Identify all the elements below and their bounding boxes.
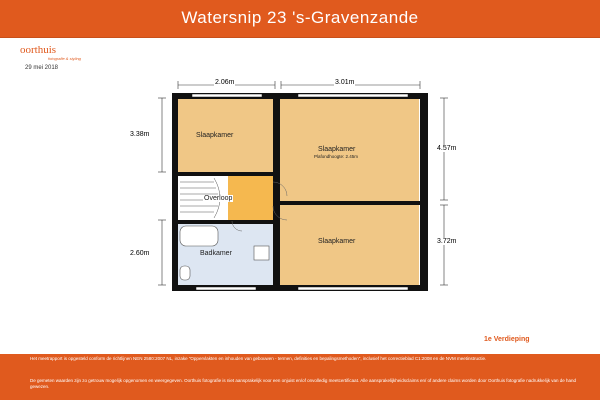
logo-tagline: fotografie & styling — [48, 56, 81, 61]
room-label-bedroom-right-lower: Slaapkamer — [318, 238, 356, 245]
dimension-top-right: 3.01m — [335, 79, 355, 86]
footer-disclaimer-1: Het meetrapport is opgesteld conform de richtlijnen NEN 2580:2007 NL, inzake "Oppervlakten en inhouden van gebouwen - termen, definities en bepalingsmethoden", inclusief het correctieblad C1:2008 en de NVM meetinstructie. — [30, 356, 487, 361]
page-title: Watersnip 23 's-Gravenzande — [181, 8, 419, 27]
room-landing — [228, 176, 273, 221]
footer-disclaimer-2: De gemeten waarden zijn zo getrouw mogelijk opgenomen en weergegeven. Oorthuis fotografie is niet aansprakelijk voor een onjuist en/of onvolledig meetcertificaat. Alle aansprakelijkheidsclaims en/ of andere claims worden door Oorthuis fotografie nadrukkelijk van de hand gewezen. — [30, 378, 577, 389]
dimension-right-upper: 4.57m — [437, 145, 457, 152]
room-label-bedroom-right-upper: Slaapkamer — [318, 146, 356, 153]
dimension-left-upper: 3.38m — [130, 131, 150, 138]
report-date: 29 mei 2018 — [25, 65, 59, 71]
room-label-bathroom: Badkamer — [200, 250, 232, 257]
dimension-top-left: 2.06m — [215, 79, 235, 86]
dimension-left-lower: 2.60m — [130, 250, 150, 257]
bathtub-icon — [180, 226, 218, 246]
room-label-bedroom-left: Slaapkamer — [196, 132, 234, 139]
room-ceiling-height: Plafondhoogte: 2.45m — [314, 154, 359, 159]
floor-label: 1e Verdieping — [484, 336, 530, 343]
room-label-landing: Overloop — [204, 195, 233, 202]
dimension-right-lower: 3.72m — [437, 238, 457, 245]
footer-bar — [0, 354, 600, 400]
toilet-icon — [180, 266, 190, 280]
room-bedroom-right-lower — [280, 205, 419, 285]
sink-icon — [254, 246, 269, 260]
logo-name: oorthuis — [20, 44, 57, 56]
